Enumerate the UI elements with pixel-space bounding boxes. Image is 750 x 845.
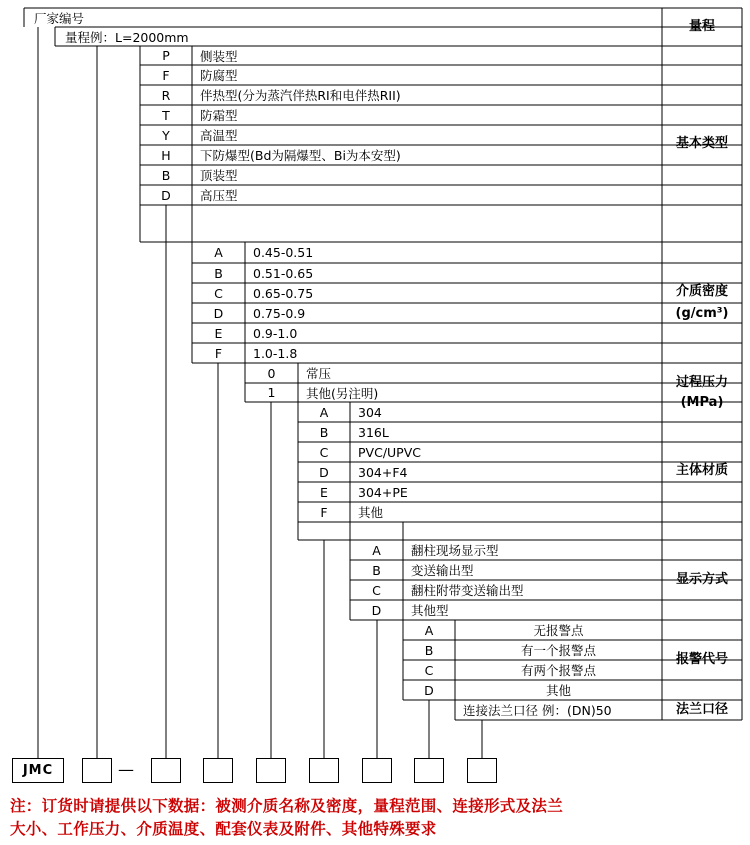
code-cell: D (213, 305, 224, 321)
desc-cell: 316L (358, 424, 389, 440)
code-cell: 1 (267, 385, 276, 400)
flange-diameter-desc: 连接法兰口径 例：(DN)50 (463, 703, 612, 718)
code-cell: F (214, 345, 223, 361)
code-cell: T (162, 107, 170, 123)
desc-cell: 其他型 (411, 603, 449, 618)
group-label-medium-density (662, 242, 742, 363)
desc-cell: 翻柱附带变送输出型 (411, 583, 524, 598)
group-label-body-material: 主体材质 (675, 463, 728, 479)
code-box-empty-4 (256, 758, 286, 783)
order-note (10, 795, 745, 842)
code-cell: E (214, 325, 223, 341)
code-cell: C (424, 662, 434, 678)
desc-cell: 0.75-0.9 (253, 305, 306, 321)
order-note-line-2: 大小、工作压力、介质温度、配套仪表及附件、其他特殊要求 (10, 820, 437, 839)
desc-cell: 顶装型 (200, 168, 238, 183)
desc-cell: 翻柱现场显示型 (411, 543, 499, 558)
group-label-flange-diameter: 法兰口径 (675, 702, 728, 718)
desc-cell: 304+PE (358, 484, 408, 500)
desc-cell: 有一个报警点 (520, 643, 596, 658)
desc-cell: 0.65-0.75 (253, 285, 314, 301)
desc-cell: 其他(另注明) (306, 385, 379, 401)
desc-cell: 304 (358, 404, 382, 420)
code-cell: 0 (267, 365, 276, 381)
desc-cell: PVC/UPVC (358, 444, 421, 460)
code-cell: B (319, 424, 329, 440)
code-cell: D (319, 464, 329, 480)
code-cell: Y (162, 127, 170, 143)
code-cell: B (161, 167, 171, 183)
code-cell: B (214, 265, 223, 281)
desc-cell: 0.51-0.65 (253, 265, 314, 281)
code-cell: E (320, 484, 328, 500)
order-note-line-1: 注：订货时请提供以下数据：被测介质名称及密度，量程范围、连接形式及法兰 (10, 797, 564, 815)
desc-cell: 其他 (358, 505, 384, 520)
code-cell: F (162, 67, 170, 83)
code-cell: R (161, 87, 171, 103)
code-box-empty-6 (362, 758, 392, 783)
group-label-basic-type: 基本类型 (675, 136, 728, 152)
code-cell: A (424, 622, 434, 638)
group-label-process-pressure-unit: (MPa) (680, 394, 724, 410)
code-cell: P (162, 48, 170, 63)
code-cell: D (161, 187, 171, 203)
group-label-range: 量程 (688, 19, 715, 35)
code-cell: C (372, 582, 381, 598)
code-cell: C (214, 285, 223, 301)
code-cell: A (319, 404, 329, 420)
separator-dash: — (118, 760, 134, 779)
code-cell: H (161, 147, 171, 163)
desc-cell: 伴热型(分为蒸汽伴热RI和电伴热RII) (200, 88, 401, 103)
desc-cell: 变送输出型 (411, 563, 474, 578)
code-cell: B (372, 562, 381, 578)
desc-cell: 304+F4 (358, 464, 408, 480)
desc-cell: 防腐型 (200, 68, 238, 83)
code-box-empty-5 (309, 758, 339, 783)
desc-cell: 0.9-1.0 (253, 325, 298, 341)
code-cell: B (424, 642, 434, 658)
desc-cell: 侧装型 (200, 48, 238, 64)
code-box-empty-8 (467, 758, 497, 783)
desc-cell: 下防爆型(Bd为隔爆型、Bi为本安型) (200, 148, 401, 163)
model-code-box: JMC (12, 758, 64, 783)
group-label-process-pressure-text: 过程压力 (675, 374, 728, 390)
group-label-medium-density-unit: (g/cm³) (675, 305, 729, 321)
code-cell: A (214, 245, 223, 260)
desc-cell: 0.45-0.51 (253, 245, 314, 260)
manufacturer-no-label: 厂家编号 (34, 11, 85, 26)
desc-cell: 无报警点 (533, 623, 584, 638)
group-label-medium-density-text: 介质密度 (675, 283, 728, 299)
code-cell: C (319, 444, 329, 460)
desc-cell: 防霜型 (200, 108, 238, 123)
desc-cell: 1.0-1.8 (253, 345, 298, 361)
desc-cell: 高温型 (200, 128, 238, 143)
code-box-empty-2 (151, 758, 181, 783)
code-box-empty-1 (82, 758, 112, 783)
desc-cell: 其他 (545, 683, 571, 698)
code-cell: D (371, 602, 382, 618)
code-box-empty-3 (203, 758, 233, 783)
code-box-empty-7 (414, 758, 444, 783)
code-cell: A (372, 542, 381, 558)
range-example-label: 量程例：L=2000mm (65, 30, 189, 45)
desc-cell: 常压 (306, 366, 332, 381)
group-label-display-mode: 显示方式 (675, 572, 728, 588)
code-cell: F (320, 504, 328, 520)
desc-cell: 有两个报警点 (520, 663, 596, 678)
code-cell: D (424, 682, 434, 698)
desc-cell: 高压型 (200, 188, 238, 203)
group-label-alarm-code: 报警代号 (675, 652, 728, 668)
